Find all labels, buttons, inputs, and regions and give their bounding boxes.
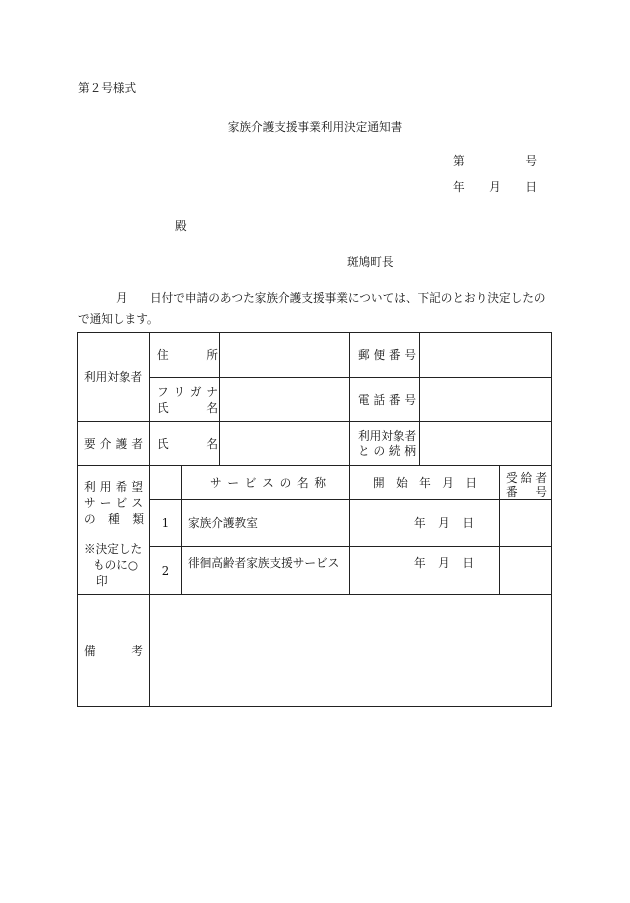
service-row-2-month: 月 [438, 556, 450, 570]
service-row-1-recipient-number-cell [500, 500, 552, 547]
care-recipient-section-cell [78, 422, 150, 466]
care-recipient-name-label: 氏 名 [157, 436, 218, 451]
service-row-1-number: 1 [161, 516, 170, 530]
issue-date-year: 年 [453, 180, 465, 194]
service-header-start-date-cell [350, 466, 500, 500]
remarks-value-cell [150, 595, 552, 707]
service-note-line-1: ※決定した [84, 542, 143, 556]
service-row-2-recipient-number-cell [500, 547, 552, 595]
service-types-label-cell [78, 466, 150, 595]
service-row-1-start-date-cell [350, 500, 500, 547]
service-row-1-name-cell [182, 500, 350, 547]
postal-code-label-cell [350, 333, 420, 378]
service-row-2-name-cell [182, 547, 350, 595]
address-value-cell [220, 333, 350, 378]
furigana-label: フ リ ガ ナ [157, 384, 218, 399]
document-number-prefix: 第 [453, 154, 465, 168]
service-row-1-number-cell [150, 500, 182, 547]
issuer: 斑鳩町長 [347, 255, 394, 269]
service-row-1-start-date [414, 515, 474, 531]
service-row-2-name: 徘徊高齢者家族支援サービス [188, 556, 340, 570]
phone-label-cell [350, 378, 420, 422]
service-header-name: サ ー ビ ス の 名 称 [210, 475, 326, 490]
document-number [453, 153, 537, 169]
relationship-label-cell [350, 422, 420, 466]
service-header-start-date: 開 始 年 月 日 [373, 475, 477, 490]
phone-label: 電 話 番 号 [358, 392, 416, 407]
applicant-section-label: 利用対象者 [84, 370, 143, 384]
service-header-number-cell [150, 466, 182, 500]
document-number-suffix: 号 [525, 154, 537, 168]
issue-date-day: 日 [525, 180, 537, 194]
address-label-cell [150, 333, 220, 378]
furigana-name-label-cell [150, 378, 220, 422]
address-label: 住 所 [157, 348, 218, 362]
service-row-1-day: 日 [462, 516, 474, 530]
recipient-number-label-line-2: 番 号 [506, 485, 547, 499]
remarks-label-cell [78, 595, 150, 707]
service-row-2-year: 年 [414, 556, 426, 570]
service-row-2-start-date [414, 555, 474, 571]
service-header-recipient-number-cell [500, 466, 552, 500]
form-number: 第２号様式 [78, 81, 137, 95]
relationship-value-cell [420, 422, 552, 466]
service-note-line-3: 印 [96, 574, 108, 588]
service-types-label-line-3: の 種 類 [84, 512, 144, 526]
relationship-label-line-2: と の 続 柄 [358, 443, 416, 458]
service-row-2-number: 2 [161, 563, 170, 578]
issue-date-month: 月 [489, 180, 501, 194]
applicant-section-cell [78, 333, 150, 422]
body-month: 月 [116, 291, 128, 305]
applicant-name-label: 氏 名 [157, 400, 218, 415]
body-line-2: で通知します。 [78, 312, 159, 326]
care-recipient-name-label-cell [150, 422, 220, 466]
document-title: 家族介護支援事業利用決定通知書 [227, 120, 403, 134]
service-row-2-day: 日 [462, 556, 474, 570]
service-note-line-2: ものに○ [93, 558, 139, 572]
service-row-2-start-date-cell [350, 547, 500, 595]
remarks-label: 備 考 [84, 643, 143, 658]
issue-date [453, 179, 537, 195]
applicant-name-value-cell [220, 378, 350, 422]
phone-value-cell [420, 378, 552, 422]
service-types-label-line-2: サ ー ビ ス [84, 496, 143, 510]
postal-code-label: 郵 便 番 号 [358, 348, 416, 362]
postal-code-value-cell [420, 333, 552, 378]
decision-table [77, 332, 552, 707]
service-row-1-month: 月 [438, 516, 450, 530]
care-recipient-section-label: 要 介 護 者 [84, 436, 143, 451]
care-recipient-name-value-cell [220, 422, 350, 466]
service-row-2-number-cell [150, 547, 182, 595]
recipient-number-label-line-1: 受 給 者 [506, 471, 547, 485]
relationship-label-line-1: 利用対象者 [358, 428, 417, 443]
service-header-name-cell [182, 466, 350, 500]
service-row-1-name: 家族介護教室 [188, 516, 258, 530]
service-types-label-line-1: 利 用 希 望 [84, 480, 143, 494]
body-line-1: 日付で申請のあつた家族介護支援事業については、下記のとおり決定したの [150, 291, 546, 305]
service-row-1-year: 年 [414, 516, 426, 530]
addressee-honorific: 殿 [175, 219, 187, 233]
